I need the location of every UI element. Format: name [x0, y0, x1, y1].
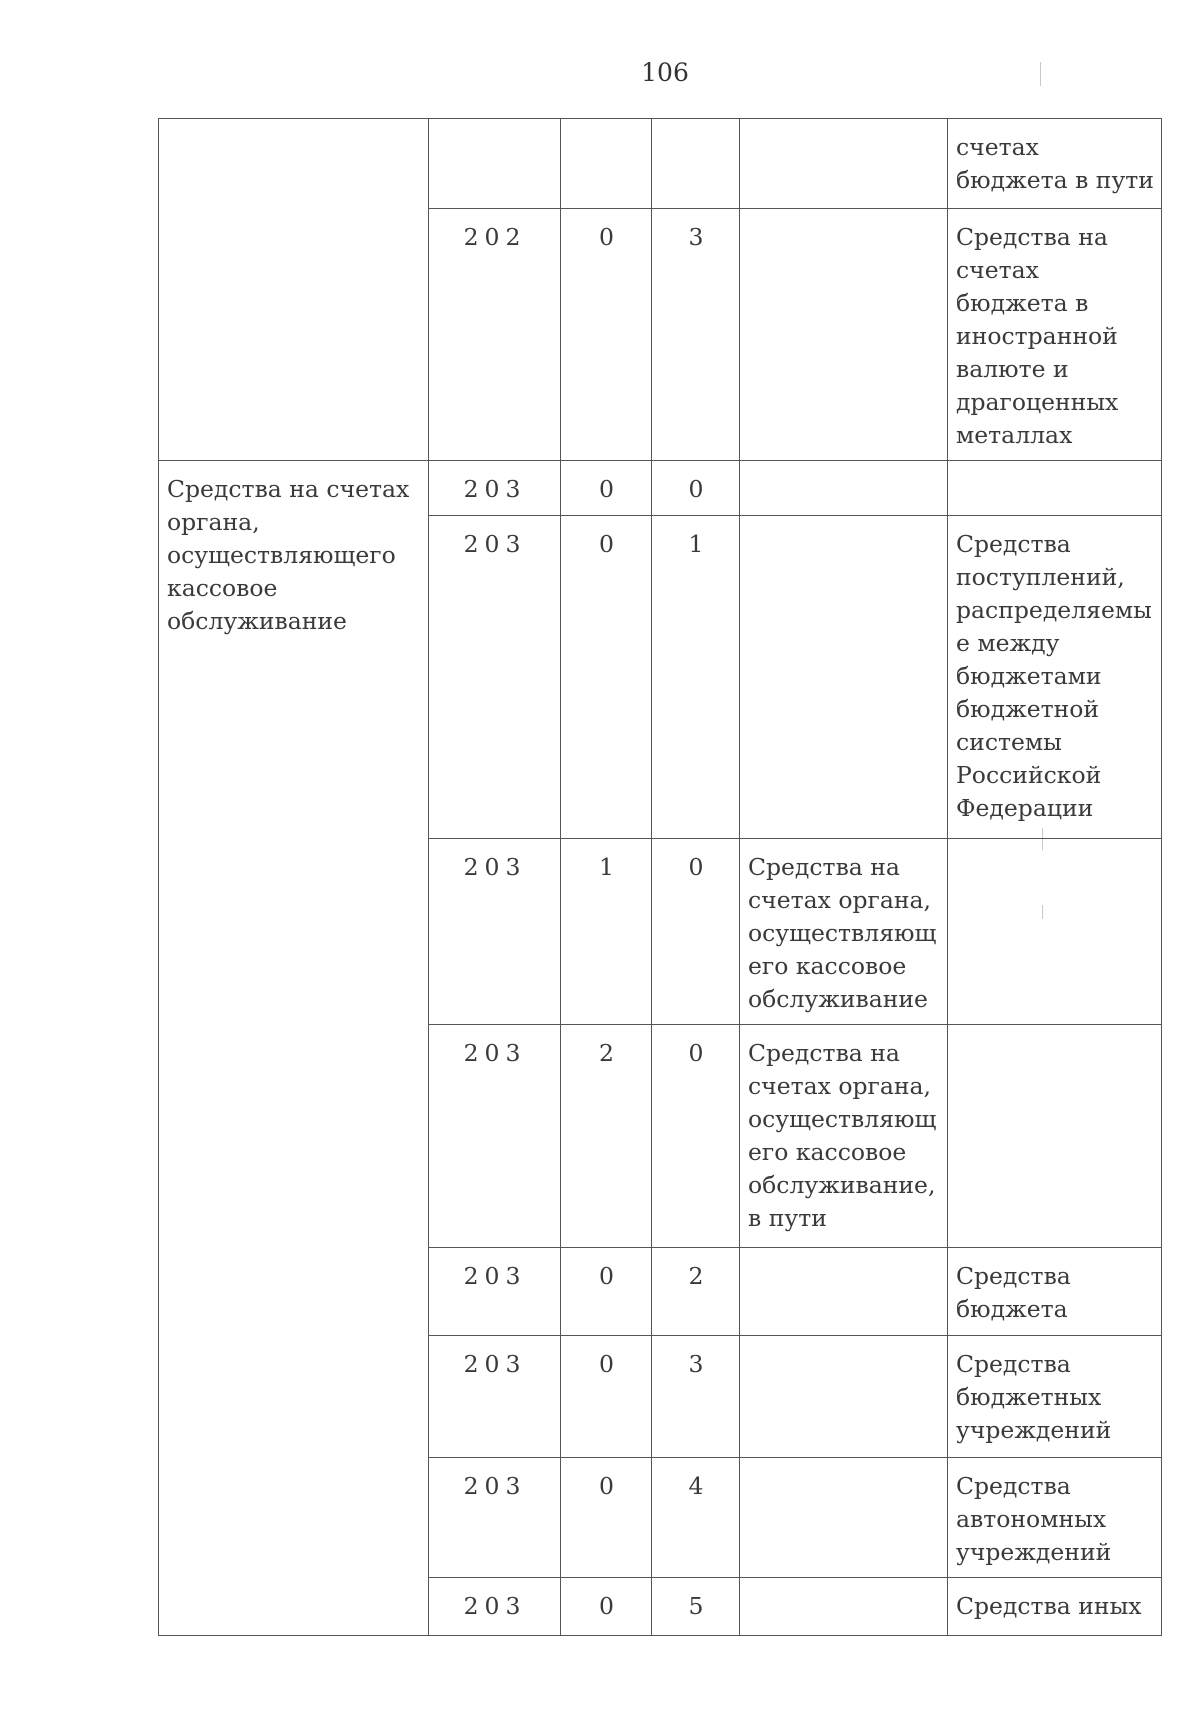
- table-row: [159, 119, 1162, 209]
- subcode-cell: 2: [652, 1248, 740, 1336]
- account-name-cell: [740, 1578, 948, 1636]
- subcode-cell: 3: [652, 209, 740, 461]
- scan-marker: [1040, 62, 1041, 86]
- subcode-cell: 0: [561, 1458, 652, 1578]
- code-cell: 203: [429, 516, 561, 839]
- account-name-cell: [740, 1248, 948, 1336]
- subcode-cell: 0: [652, 839, 740, 1025]
- subcode-cell: 0: [561, 1578, 652, 1636]
- subcode-cell: 1: [652, 516, 740, 839]
- code-cell: 203: [429, 461, 561, 516]
- account-name-cell: Средства на счетах органа, осуществляющ его кассовое обслуживание, в пути: [740, 1025, 948, 1248]
- subaccount-name-cell: Средства автономных учреждений: [948, 1458, 1162, 1578]
- account-name-cell: [740, 209, 948, 461]
- code-cell: 203: [429, 839, 561, 1025]
- subcode-cell: 0: [561, 461, 652, 516]
- subaccount-name-cell: [948, 461, 1162, 516]
- subaccount-name-cell: Средства на счетах бюджета в иностранной валюте и драгоценных металлах: [948, 209, 1162, 461]
- table-row: [159, 461, 1162, 516]
- group-label-cell: Средства на счетах органа, осуществляющего кассовое обслуживание: [159, 461, 429, 1636]
- subaccount-name-cell: [948, 1025, 1162, 1248]
- subcode-cell: 4: [652, 1458, 740, 1578]
- account-name-cell: [740, 1458, 948, 1578]
- subcode-cell: 0: [652, 1025, 740, 1248]
- subcode-cell: 0: [561, 1248, 652, 1336]
- code-cell: 203: [429, 1578, 561, 1636]
- code-cell: 203: [429, 1458, 561, 1578]
- subcode-cell: 1: [561, 839, 652, 1025]
- group-cell-empty: [159, 119, 429, 461]
- code-cell: 203: [429, 1336, 561, 1458]
- subaccount-name-cell: Средства бюджета: [948, 1248, 1162, 1336]
- account-name-cell: [740, 516, 948, 839]
- subcode-cell: [561, 119, 652, 209]
- account-name-cell: [740, 461, 948, 516]
- code-cell: 203: [429, 1025, 561, 1248]
- subcode-cell: 0: [561, 1336, 652, 1458]
- subaccount-name-cell: счетах бюджета в пути: [948, 119, 1162, 209]
- subcode-cell: 5: [652, 1578, 740, 1636]
- subaccount-name-cell: Средства иных: [948, 1578, 1162, 1636]
- code-cell: 202: [429, 209, 561, 461]
- subaccount-name-cell: [948, 839, 1162, 1025]
- subaccount-name-cell: Средства поступлений, распределяемые между бюджетами бюджетной системы Российской Федерации: [948, 516, 1162, 839]
- account-name-cell: [740, 1336, 948, 1458]
- code-cell: 203: [429, 1248, 561, 1336]
- account-name-cell: [740, 119, 948, 209]
- code-cell: [429, 119, 561, 209]
- subcode-cell: 0: [561, 209, 652, 461]
- account-code-table: [158, 118, 1162, 1636]
- subcode-cell: 0: [652, 461, 740, 516]
- subcode-cell: 0: [561, 516, 652, 839]
- subcode-cell: 2: [561, 1025, 652, 1248]
- subcode-cell: [652, 119, 740, 209]
- page-number: 106: [641, 58, 689, 87]
- subcode-cell: 3: [652, 1336, 740, 1458]
- subaccount-name-cell: Средства бюджетных учреждений: [948, 1336, 1162, 1458]
- account-name-cell: Средства на счетах органа, осуществляющ его кассовое обслуживание: [740, 839, 948, 1025]
